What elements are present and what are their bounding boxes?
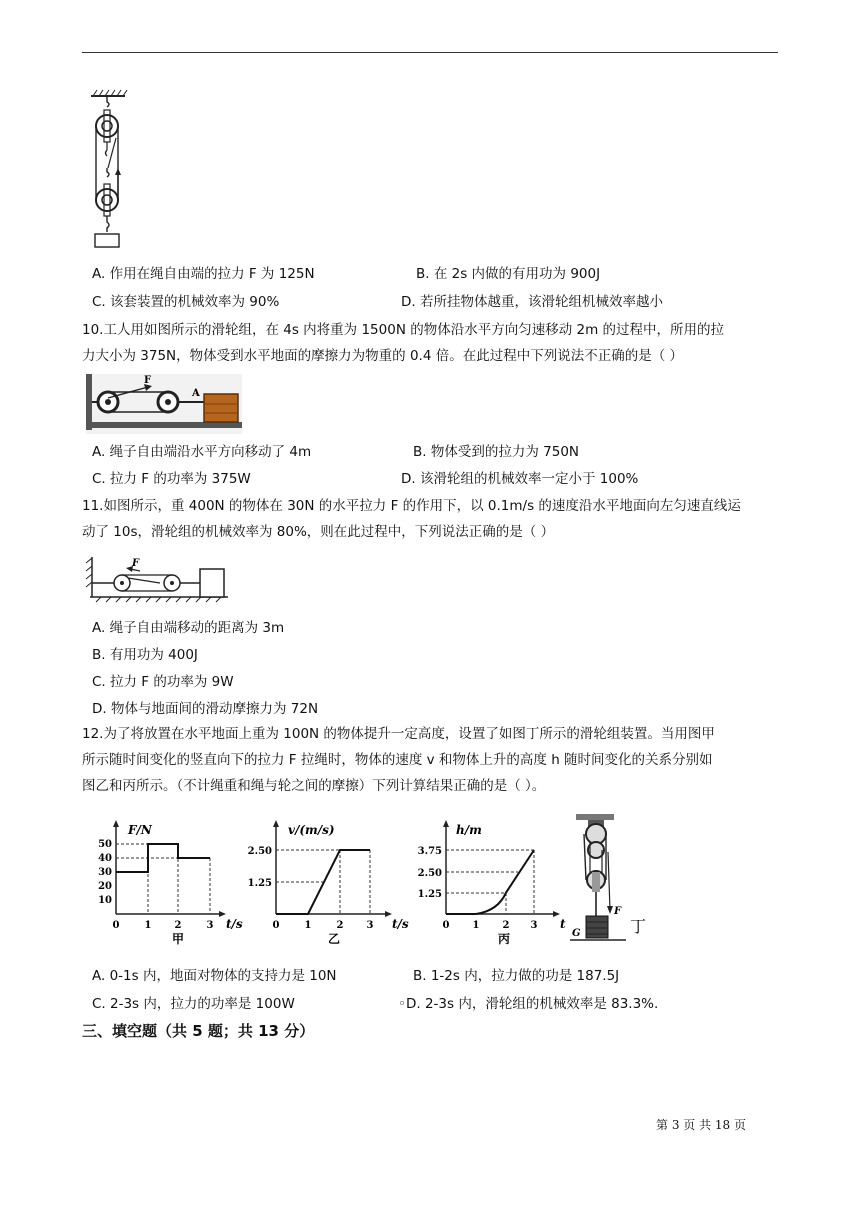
graph-yi-ylabel: v/(m/s) <box>288 823 335 837</box>
q11-pulley-figure <box>86 555 228 603</box>
graph-bing <box>410 816 578 946</box>
q10-label-f: F <box>144 375 152 386</box>
graph-yi-xtick: 1 <box>304 920 312 931</box>
q12-stem-line2: 所示随时间变化的竖直向下的拉力 F 拉绳时，物体的速度 v 和物体上升的高度 h 随时间变化的关系分别如 <box>82 752 713 768</box>
graph-bing-series-line <box>446 850 534 914</box>
q11-label-f: F <box>132 558 140 569</box>
q10-stem-line1: 10.工人用如图所示的滑轮组，在 4s 内将重为 1500N 的物体沿水平方向匀速移动 2m 的过程中，所用的拉 <box>82 322 725 338</box>
graph-yi-plot <box>276 850 370 914</box>
graph-jia-xlabel: t/s <box>226 917 243 931</box>
graph-yi-series-line <box>276 850 370 914</box>
graph-yi <box>242 816 414 946</box>
graph-jia-xtick: 0 <box>112 920 120 931</box>
graph-yi-ytick: 1.25 <box>247 878 272 889</box>
q9-option-c[interactable]: C. 该套装置的机械效率为 90% <box>92 294 280 310</box>
q11-stem-line1: 11.如图所示，重 400N 的物体在 30N 的水平拉力 F 的作用下，以 0.1m/s 的速度沿水平地面向左匀速直线运 <box>82 498 741 514</box>
q11-option-d[interactable]: D. 物体与地面间的滑动摩擦力为 72N <box>92 701 319 717</box>
graph-bing-plot <box>446 850 534 914</box>
page-footer: 第 3 页 共 18 页 <box>656 1118 746 1132</box>
graph-jia-ylabel: F/N <box>128 823 152 837</box>
graph-bing-ytick: 1.25 <box>417 889 442 900</box>
q12-option-b[interactable]: B. 1-2s 内，拉力做的功是 187.5J <box>413 968 620 984</box>
graph-jia-ytick: 10 <box>98 895 112 906</box>
q12-option-d[interactable]: ◦D. 2-3s 内，滑轮组的机械效率是 83.3%. <box>398 996 659 1012</box>
graph-jia-ytick: 40 <box>98 853 112 864</box>
graph-jia-ytick: 20 <box>98 881 112 892</box>
graph-jia <box>90 816 243 946</box>
q11-option-a[interactable]: A. 绳子自由端移动的距离为 3m <box>92 620 285 636</box>
graph-bing-xtick: 3 <box>530 920 538 931</box>
q9-option-a[interactable]: A. 作用在绳自由端的拉力 F 为 125N <box>92 266 315 282</box>
fig-ding-label-f: F <box>614 906 622 917</box>
graph-bing-ytick: 2.50 <box>417 868 442 879</box>
q10-option-d[interactable]: D. 该滑轮组的机械效率一定小于 100% <box>401 471 639 487</box>
q12-option-a[interactable]: A. 0-1s 内，地面对物体的支持力是 10N <box>92 968 337 984</box>
q9-pulley-figure <box>88 88 128 250</box>
graph-bing-xtick: 1 <box>472 920 480 931</box>
header-rule <box>82 52 778 53</box>
graph-jia-xtick: 1 <box>144 920 152 931</box>
fig-ding-label-g: G <box>572 928 581 939</box>
graph-jia-xtick: 2 <box>174 920 182 931</box>
q12-stem-line1: 12.为了将放置在水平地面上重为 100N 的物体提升一定高度，设置了如图丁所示的滑轮组装置。当用图甲 <box>82 726 715 742</box>
graph-jia-xtick: 3 <box>206 920 214 931</box>
graph-bing-ytick: 3.75 <box>417 846 442 857</box>
graph-bing-xlabel: t <box>560 917 566 931</box>
graph-jia-ytick: 50 <box>98 839 112 850</box>
graph-yi-xtick: 2 <box>336 920 344 931</box>
q10-option-c[interactable]: C. 拉力 F 的功率为 375W <box>92 471 251 487</box>
fig-ding-caption: 丁 <box>630 917 647 936</box>
graph-yi-xtick: 3 <box>366 920 374 931</box>
q11-stem-line2: 动了 10s，滑轮组的机械效率为 80%，则在此过程中，下列说法正确的是（ ） <box>82 524 555 540</box>
graph-jia-guides <box>116 844 210 914</box>
graph-bing-guides <box>446 850 534 914</box>
q12-stem-line3: 图乙和丙所示。（不计绳重和绳与轮之间的摩擦）下列计算结果正确的是（ ）。 <box>82 778 546 794</box>
graph-yi-xlabel: t/s <box>392 917 409 931</box>
graph-yi-ytick: 2.50 <box>247 846 272 857</box>
q10-stem-line2: 力大小为 375N，物体受到水平地面的摩擦力为物重的 0.4 倍。在此过程中下列说法不正确的是（ ） <box>82 348 683 364</box>
q10-label-a: A <box>192 388 200 399</box>
q9-option-b[interactable]: B. 在 2s 内做的有用功为 900J <box>416 266 601 282</box>
q12-option-c[interactable]: C. 2-3s 内，拉力的功率是 100W <box>92 996 295 1012</box>
graph-bing-caption: 丙 <box>497 932 511 946</box>
graph-yi-caption: 乙 <box>327 932 341 946</box>
graph-jia-ytick: 30 <box>98 867 112 878</box>
q9-option-d[interactable]: D. 若所挂物体越重，该滑轮组机械效率越小 <box>401 294 663 310</box>
q10-pulley-figure <box>86 374 242 434</box>
graph-bing-xtick: 2 <box>502 920 510 931</box>
q11-option-b[interactable]: B. 有用功为 400J <box>92 647 198 663</box>
fig-ding <box>570 812 656 952</box>
graph-bing-xtick: 0 <box>442 920 450 931</box>
graph-jia-caption: 甲 <box>171 932 185 946</box>
q10-option-b[interactable]: B. 物体受到的拉力为 750N <box>413 444 580 460</box>
q11-option-c[interactable]: C. 拉力 F 的功率为 9W <box>92 674 234 690</box>
graph-yi-xtick: 0 <box>272 920 280 931</box>
graph-bing-ylabel: h/m <box>456 823 482 837</box>
section-title-fill-blank: 三、填空题（共 5 题；共 13 分） <box>82 1022 315 1040</box>
q10-option-a[interactable]: A. 绳子自由端沿水平方向移动了 4m <box>92 444 312 460</box>
